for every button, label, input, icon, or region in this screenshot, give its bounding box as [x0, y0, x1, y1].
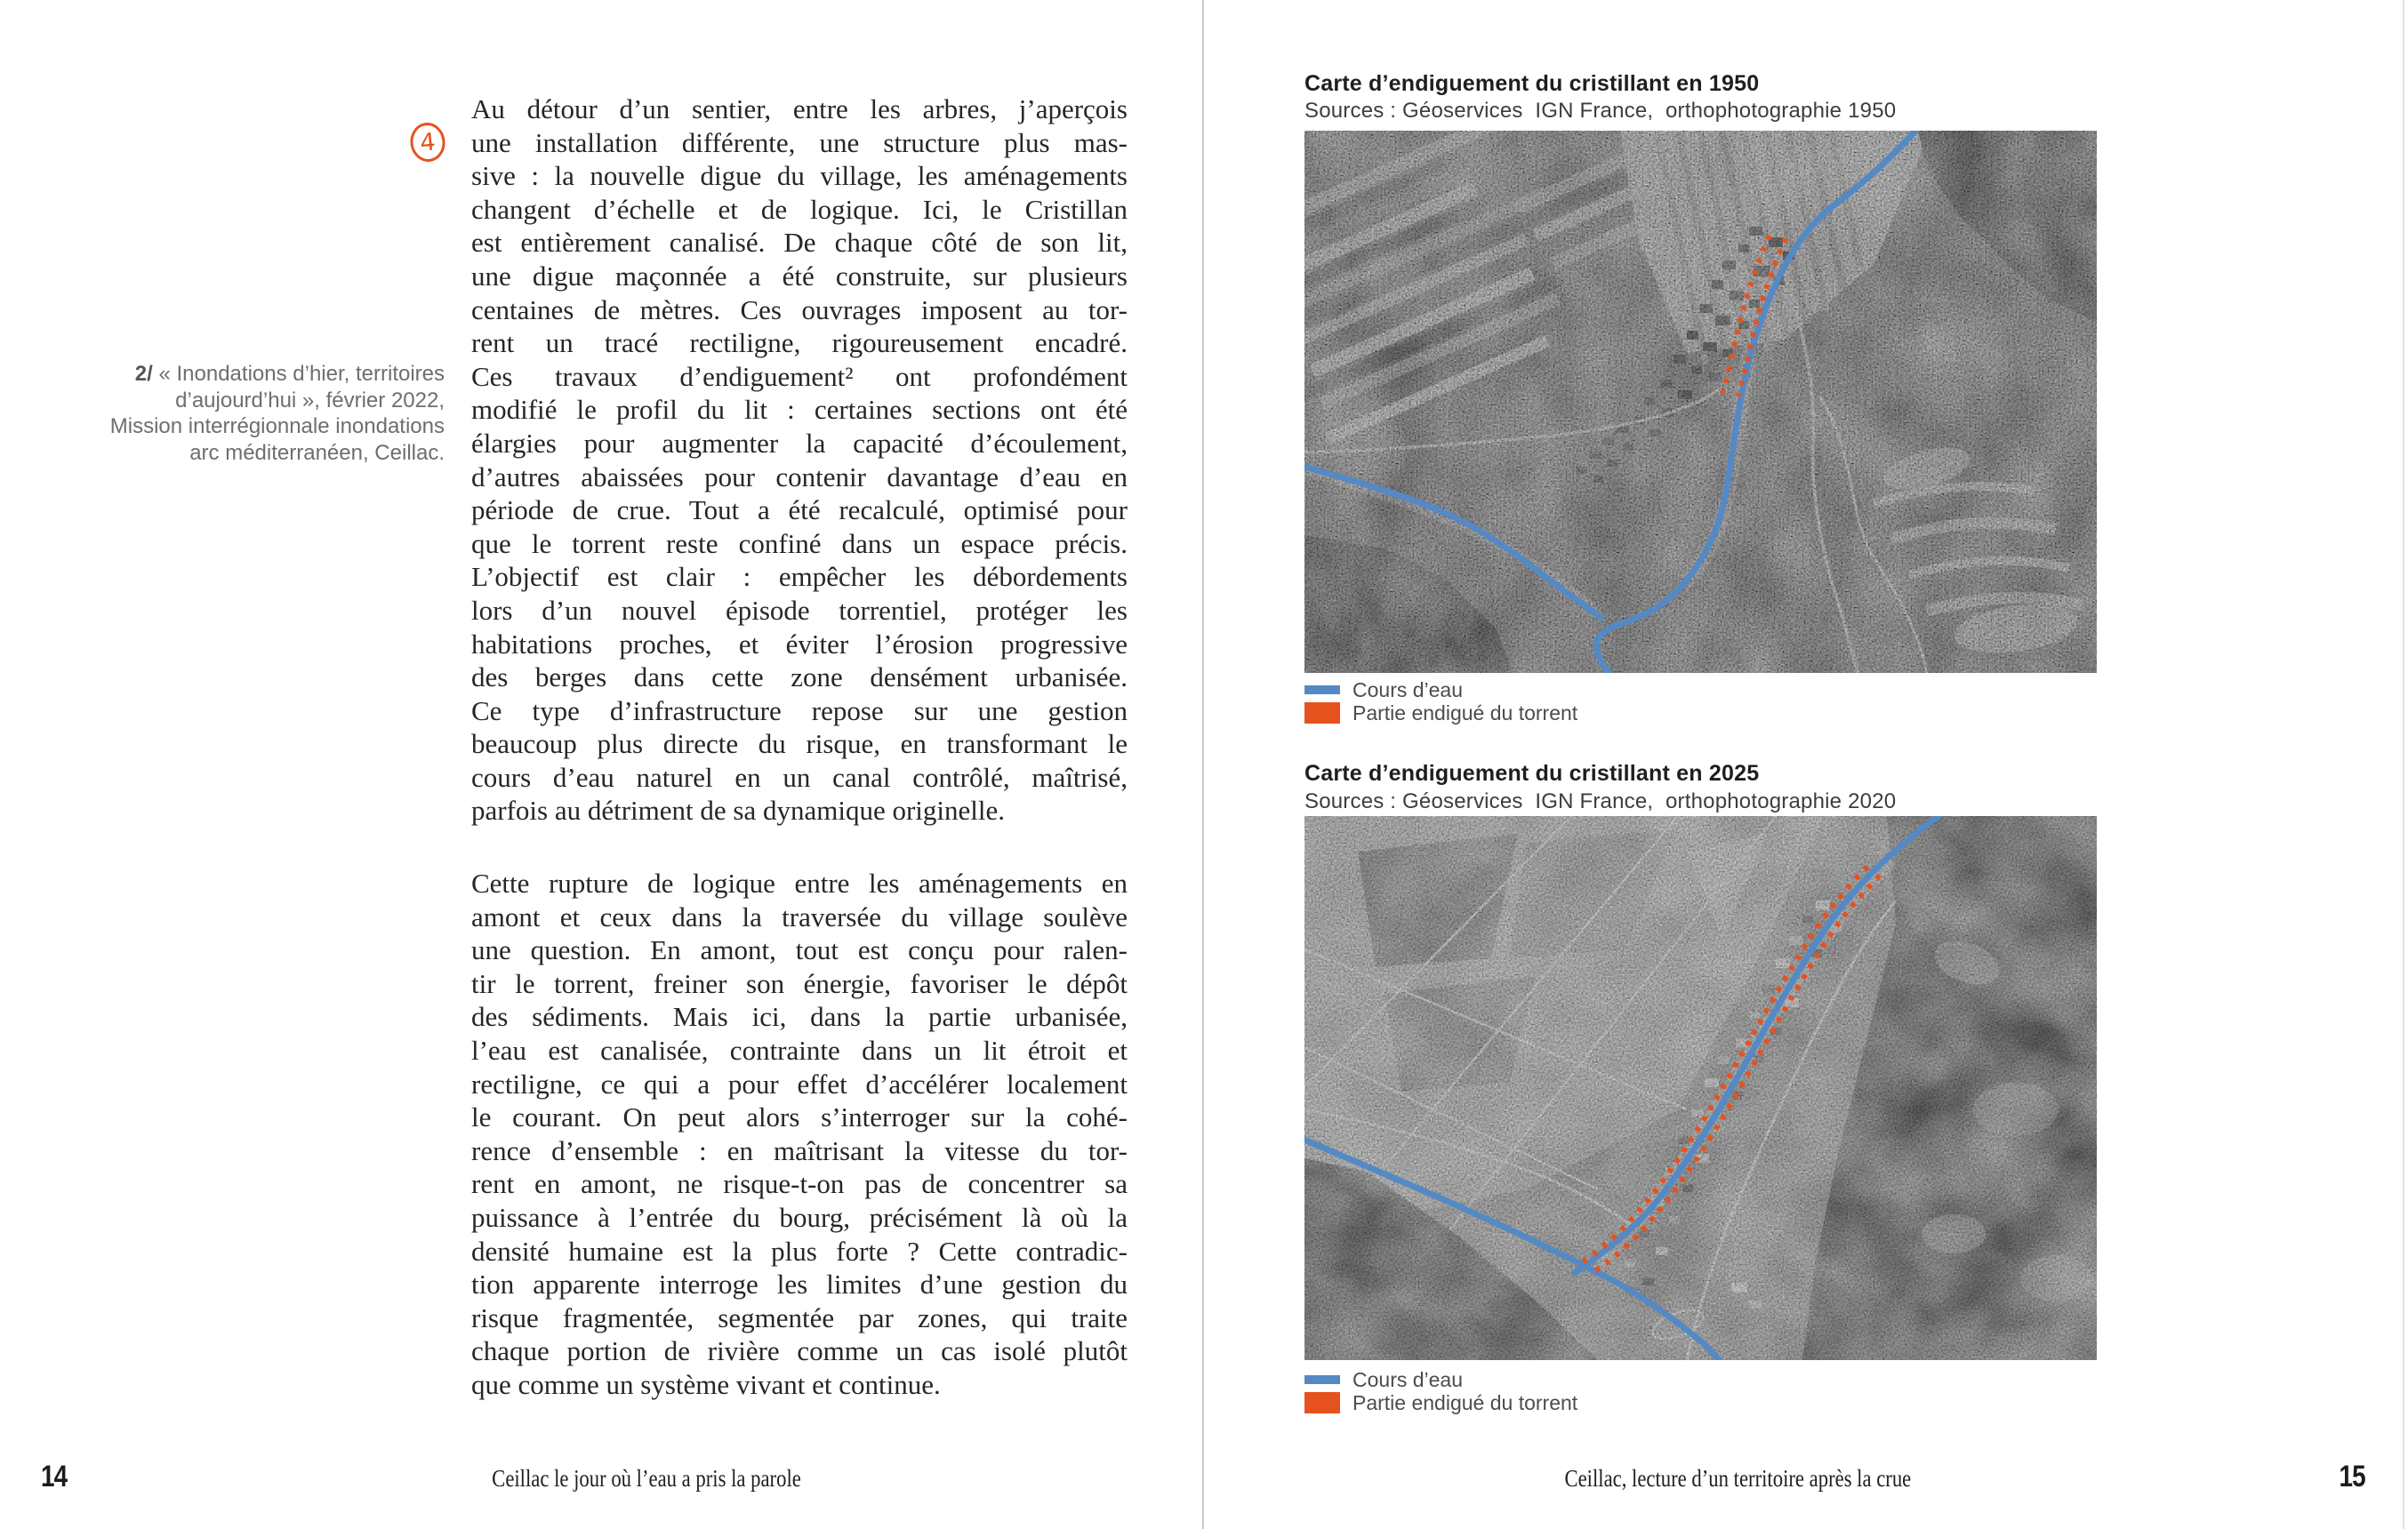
text-line: le courant. On peut alors s’interroger sur la cohé-	[471, 1101, 1128, 1133]
aerial-photo-1950	[1304, 131, 2097, 673]
text-line: d’autres abaissées pour contenir davantage d’eau en	[471, 460, 1128, 492]
terrain-1950	[1304, 131, 2097, 673]
embankment-swatch-icon	[1304, 702, 1340, 724]
margin-note-line: d’aujourd’hui », février 2022,	[175, 388, 445, 412]
text-line: Au détour d’un sentier, entre les arbres, j’aperçois	[471, 93, 1128, 124]
body-text	[471, 92, 1128, 1402]
running-title-left: Ceillac le jour où l’eau a pris la parole	[492, 1465, 801, 1492]
page-number-right: 15	[2339, 1460, 2365, 1493]
text-line: élargies pour augmenter la capacité d’écoulement,	[471, 427, 1128, 459]
aerial-photo-2025	[1304, 816, 2097, 1360]
text-line: L’objectif est clair : empêcher les débordements	[471, 561, 1128, 593]
page-number-left: 14	[41, 1460, 68, 1493]
margin-note-line: Mission interrégionnale inondations	[109, 414, 445, 438]
map-2025-legend	[1304, 1368, 1838, 1414]
text-line: est entièrement canalisé. De chaque côté de son lit,	[471, 227, 1128, 259]
margin-note-line: arc méditerranéen, Ceillac.	[189, 440, 445, 465]
text-line: l’eau est canalisée, contrainte dans un lit étroit et	[471, 1035, 1128, 1067]
text-line: lors d’un nouvel épisode torrentiel, protéger les	[471, 594, 1128, 626]
margin-note-text: « Inondations d’hier, territoires	[158, 362, 445, 386]
legend-label: Cours d’eau	[1352, 677, 1464, 701]
map-1950-source: Sources : Géoservices IGN France, orthophotographie 1950	[1304, 99, 1897, 123]
text-line: rent en amont, ne risque-t-on pas de concentrer sa	[471, 1168, 1128, 1200]
text-line: sive : la nouvelle digue du village, les aménagements	[471, 160, 1128, 192]
river-swatch-icon	[1304, 685, 1340, 694]
text-line: modifié le profil du lit : certaines sections ont été	[471, 394, 1128, 426]
text-line: chaque portion de rivière comme un cas isolé plutôt	[471, 1335, 1128, 1367]
map-1950-legend	[1304, 678, 1838, 724]
circled-annotation-4	[407, 121, 448, 164]
annotation-number: 4	[419, 128, 437, 157]
text-line: Ce type d’infrastructure repose sur une gestion	[471, 694, 1128, 726]
legend-label: Partie endigué du torrent	[1352, 700, 1578, 724]
legend-label: Cours d’eau	[1352, 1367, 1464, 1391]
text-line: tir le torrent, freiner son énergie, favoriser le dépôt	[471, 967, 1128, 999]
text-line: une question. En amont, tout est conçu pour ralen-	[471, 934, 1128, 966]
running-title-right: Ceillac, lecture d’un territoire après la crue	[1564, 1465, 1912, 1492]
text-line: Cette rupture de logique entre les aménagements en	[471, 868, 1128, 900]
embankment-swatch-icon	[1304, 1392, 1340, 1413]
text-line: période de crue. Tout a été recalculé, optimisé pour	[471, 494, 1128, 526]
text-line: des berges dans cette zone densément urbanisée.	[471, 661, 1128, 693]
text-line: rent un tracé rectiligne, rigoureusement encadré.	[471, 327, 1128, 359]
text-line: centaines de mètres. Ces ouvrages imposent au tor-	[471, 293, 1128, 325]
text-line: rectiligne, ce qui a pour effet d’accélérer localement	[471, 1068, 1128, 1100]
text-line: rence d’ensemble : en maîtrisant la vitesse du tor-	[471, 1134, 1128, 1166]
legend-label: Partie endigué du torrent	[1352, 1390, 1578, 1414]
text-line: que le torrent reste confiné dans un espace précis.	[471, 527, 1128, 559]
text-line: Ces travaux d’endiguement² ont profondément	[471, 360, 1128, 392]
circle-annotation-icon	[407, 121, 448, 164]
map-2025-title: Carte d’endiguement du cristillant en 2025	[1304, 761, 1760, 786]
margin-note	[89, 361, 445, 466]
text-line: tion apparente interroge les limites d’une gestion du	[471, 1269, 1128, 1301]
terrain-2025	[1304, 816, 2097, 1360]
text-line: amont et ceux dans la traversée du village soulève	[471, 901, 1128, 933]
text-line: que comme un système vivant et continue.	[471, 1368, 941, 1400]
paragraph	[471, 92, 1128, 828]
river-swatch-icon	[1304, 1375, 1340, 1384]
paragraph	[471, 867, 1128, 1402]
text-line: une installation différente, une structure plus mas-	[471, 126, 1128, 158]
text-line: changent d’échelle et de logique. Ici, le Cristillan	[471, 193, 1128, 225]
map-2025-source: Sources : Géoservices IGN France, orthophotographie 2020	[1304, 789, 1897, 813]
text-line: densité humaine est la plus forte ? Cette contradic-	[471, 1235, 1128, 1267]
legend-row	[1304, 1391, 1838, 1414]
map-1950-image	[1304, 131, 2097, 673]
text-line: parfois au détriment de sa dynamique originelle.	[471, 795, 1006, 827]
text-line: risque fragmentée, segmentée par zones, qui traite	[471, 1301, 1128, 1333]
page-right-edge	[2403, 0, 2404, 1529]
text-line: puissance à l’entrée du bourg, précisément là où la	[471, 1202, 1128, 1233]
legend-row	[1304, 1368, 1838, 1391]
map-2025-image	[1304, 816, 2097, 1360]
legend-row	[1304, 701, 1838, 724]
text-line: des sédiments. Mais ici, dans la partie urbanisée,	[471, 1001, 1128, 1033]
text-line: beaucoup plus directe du risque, en transformant le	[471, 728, 1128, 760]
page-gutter-divider	[1202, 0, 1204, 1529]
map-1950-title: Carte d’endiguement du cristillant en 1950	[1304, 71, 1760, 96]
text-line: habitations proches, et éviter l’érosion progressive	[471, 628, 1128, 660]
text-line: cours d’eau naturel en un canal contrôlé, maîtrisé,	[471, 761, 1128, 793]
text-line: une digue maçonnée a été construite, sur plusieurs	[471, 260, 1128, 292]
margin-note-line	[89, 361, 445, 388]
footnote-number: 2/	[134, 362, 153, 386]
legend-row	[1304, 678, 1838, 701]
